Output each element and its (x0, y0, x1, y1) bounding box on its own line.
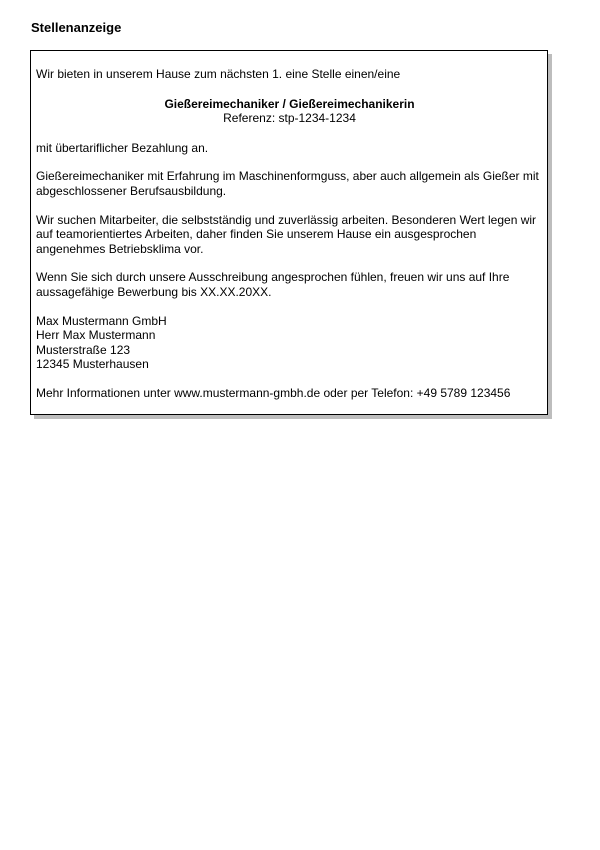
job-ad-box (30, 50, 548, 415)
contact-city: 12345 Musterhausen (36, 357, 149, 372)
more-info-text: Mehr Informationen unter www.mustermann-gmbh.de oder per Telefon: +49 5789 123456 (36, 385, 511, 400)
contact-address (36, 314, 543, 372)
job-title-block (36, 97, 543, 126)
offer-text: Wir suchen Mitarbeiter, die selbstständig und zuverlässig arbeiten. Besonderen Wert legen wir auf teamorientiertes Arbeiten, daher finden Sie unserem Hause ein ausgesprochen angenehmes Betriebsklima vor. (36, 212, 537, 256)
application-text: Wenn Sie sich durch unsere Ausschreibung angesprochen fühlen, freuen wir uns auf Ihre aussagefähige Bewerbung bis XX.XX.20XX. (36, 270, 510, 299)
job-title: Gießereimechaniker / Gießereimechanikerin (164, 96, 415, 111)
contact-street: Musterstraße 123 (36, 342, 131, 357)
contact-company: Max Mustermann GmbH (36, 313, 167, 328)
pay-text: mit übertariflicher Bezahlung an. (36, 140, 209, 155)
contact-person: Herr Max Mustermann (36, 328, 156, 343)
reference-number: Referenz: stp-1234-1234 (223, 111, 356, 126)
page-title: Stellenanzeige (31, 20, 122, 35)
intro-text: Wir bieten in unserem Hause zum nächsten 1. eine Stelle einen/eine (36, 67, 401, 81)
requirements-text: Gießereimechaniker mit Erfahrung im Maschinenformguss, aber auch allgemein als Gießer mit abgeschlossener Berufsausbildung. (36, 169, 539, 198)
